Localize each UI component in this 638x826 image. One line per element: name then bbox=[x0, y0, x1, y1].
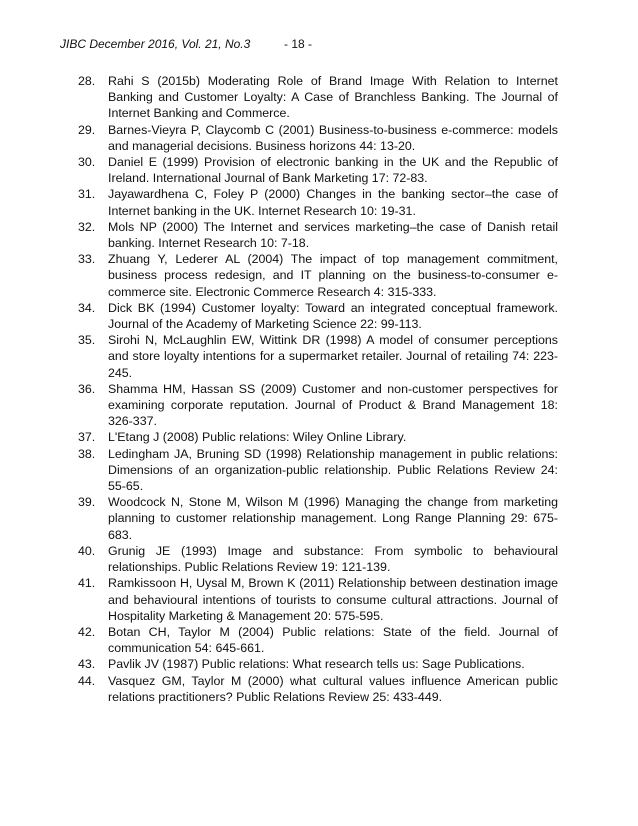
reference-item bbox=[78, 656, 558, 672]
reference-item bbox=[78, 429, 558, 445]
reference-item bbox=[78, 219, 558, 251]
reference-number: 33. bbox=[78, 252, 96, 267]
reference-item bbox=[78, 673, 558, 705]
reference-number: 31. bbox=[78, 187, 96, 202]
reference-text: Grunig JE (1993) Image and substance: From symbolic to behavioural relationships. Public Relations Review 19: 121-139. bbox=[108, 543, 558, 575]
reference-list bbox=[78, 73, 558, 705]
reference-text: Woodcock N, Stone M, Wilson M (1996) Managing the change from marketing planning to customer relationship management. Long Range Planning 29: 675-683. bbox=[108, 495, 558, 542]
reference-number: 28. bbox=[78, 74, 96, 88]
reference-item bbox=[78, 494, 558, 543]
reference-text: L'Etang J (2008) Public relations: Wiley Online Library. bbox=[108, 430, 407, 445]
reference-text: Pavlik JV (1987) Public relations: What research tells us: Sage Publications. bbox=[108, 657, 525, 672]
reference-number: 34. bbox=[78, 300, 96, 315]
reference-text: Barnes-Vieyra P, Claycomb C (2001) Business-to-business e-commerce: models and managerial decisions. Business horizons 44: 13-20. bbox=[108, 122, 558, 153]
reference-text: Botan CH, Taylor M (2004) Public relations: State of the field. Journal of communication 54: 645-661. bbox=[108, 624, 558, 656]
reference-item bbox=[78, 381, 558, 430]
reference-text: Ramkissoon H, Uysal M, Brown K (2011) Relationship between destination image and behavioural intentions of tourists to consume cultural attractions. Journal of Hospitality Marketing & Management 20: 575-595. bbox=[108, 576, 558, 623]
reference-item bbox=[78, 300, 558, 332]
reference-number: 38. bbox=[78, 446, 96, 461]
reference-text: Shamma HM, Hassan SS (2009) Customer and non-customer perspectives for examining corporate reputation. Journal of Product & Brand Management 18: 326-337. bbox=[108, 381, 558, 429]
reference-number: 32. bbox=[78, 219, 96, 234]
reference-item bbox=[78, 543, 558, 575]
reference-item bbox=[78, 73, 558, 122]
reference-item bbox=[78, 251, 558, 300]
reference-item bbox=[78, 122, 558, 154]
reference-item bbox=[78, 154, 558, 186]
reference-number: 42. bbox=[78, 624, 96, 639]
reference-item bbox=[78, 446, 558, 495]
reference-text: Rahi S (2015b) Moderating Role of Brand Image With Relation to Internet Banking and Customer Loyalty: A Case of Branchless Banking. The Journal of Internet Banking and Commerce. bbox=[108, 74, 558, 121]
reference-item bbox=[78, 575, 558, 624]
reference-item bbox=[78, 332, 558, 381]
reference-text: Jayawardhena C, Foley P (2000) Changes in the banking sector–the case of Internet banking in the UK. Internet Research 10: 19-31. bbox=[108, 187, 558, 218]
journal-citation: JIBC December 2016, Vol. 21, No.3 bbox=[60, 37, 251, 51]
reference-number: 29. bbox=[78, 122, 96, 137]
reference-text: Vasquez GM, Taylor M (2000) what cultural values influence American public relations practitioners? Public Relations Review 25: 433-449. bbox=[108, 673, 558, 704]
reference-number: 36. bbox=[78, 381, 96, 396]
page-number: - 18 - bbox=[284, 37, 313, 51]
reference-item bbox=[78, 186, 558, 218]
reference-number: 40. bbox=[78, 543, 96, 558]
reference-number: 44. bbox=[78, 673, 96, 688]
page-header bbox=[60, 37, 313, 51]
reference-number: 39. bbox=[78, 495, 96, 510]
reference-number: 43. bbox=[78, 657, 96, 672]
reference-text: Ledingham JA, Bruning SD (1998) Relationship management in public relations: Dimensions of an organization-public relationship. Public Relations Review 24: 55-65. bbox=[108, 446, 558, 494]
reference-text: Zhuang Y, Lederer AL (2004) The impact of top management commitment, business process redesign, and IT planning on the business-to-consumer e-commerce site. Electronic Commerce Research 4: 315-333. bbox=[108, 252, 558, 299]
reference-number: 35. bbox=[78, 333, 96, 348]
reference-text: Sirohi N, McLaughlin EW, Wittink DR (1998) A model of consumer perceptions and store loyalty intentions for a supermarket retailer. Journal of retailing 74: 223-245. bbox=[108, 333, 558, 380]
reference-text: Daniel E (1999) Provision of electronic banking in the UK and the Republic of Ireland. International Journal of Bank Marketing 17: 72-83. bbox=[108, 155, 558, 186]
reference-number: 30. bbox=[78, 155, 96, 170]
reference-item bbox=[78, 624, 558, 656]
reference-text: Mols NP (2000) The Internet and services marketing–the case of Danish retail banking. Internet Research 10: 7-18. bbox=[108, 219, 558, 251]
reference-number: 37. bbox=[78, 430, 96, 445]
reference-text: Dick BK (1994) Customer loyalty: Toward an integrated conceptual framework. Journal of the Academy of Marketing Science 22: 99-113. bbox=[108, 300, 558, 332]
reference-number: 41. bbox=[78, 576, 96, 591]
